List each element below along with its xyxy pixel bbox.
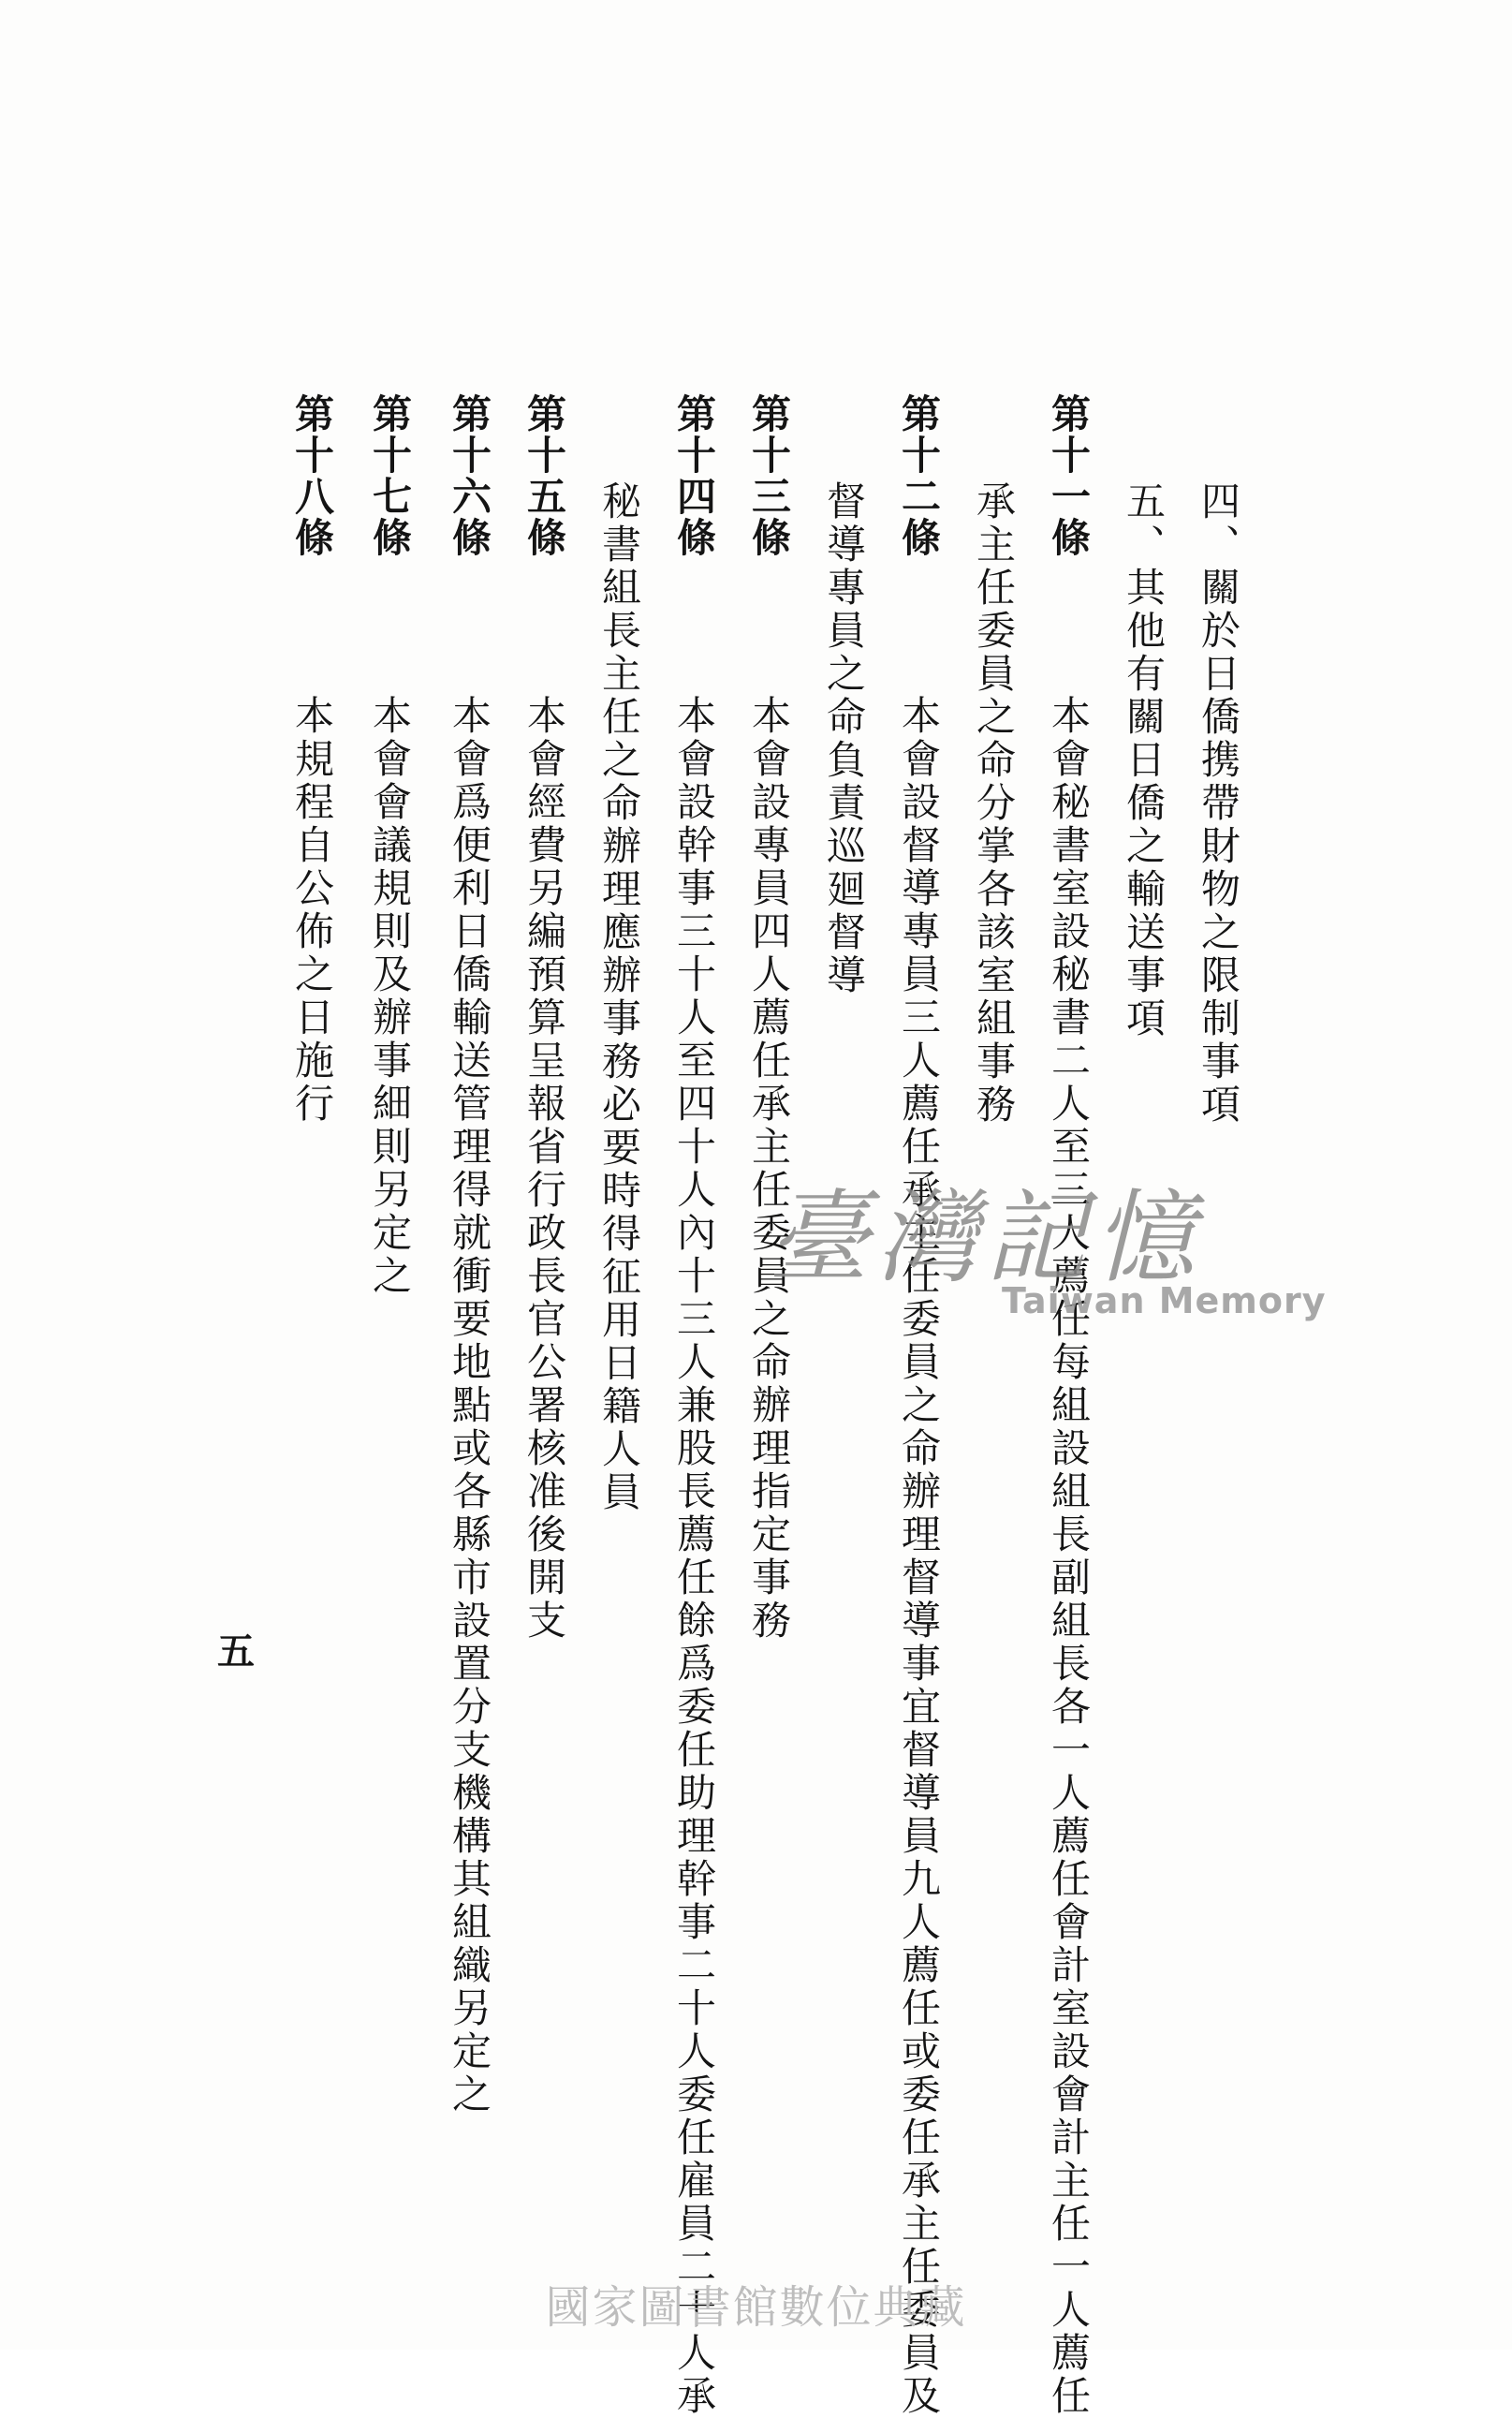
article-label: 第十四條 — [671, 393, 717, 558]
column-text: 本會設幹事三十人至四十人內十三人兼股長薦任餘爲委任助理幹事二十人委任雇員二十人承 — [671, 695, 717, 2418]
column-text: 四、關於日僑携帶財物之限制事項 — [1196, 480, 1241, 1127]
article-column — [1046, 393, 1092, 2418]
column-text: 本會爲便利日僑輸送管理得就衝要地點或各縣市設置分支機構其組織另定之 — [447, 695, 492, 2116]
watermark-english: Taiwan Memory — [1002, 1280, 1327, 1321]
watermark-chinese: 臺灣記憶 — [768, 1180, 1203, 1297]
column-text: 承主任委員之命分掌各該室組事務 — [971, 480, 1017, 1127]
article-column — [896, 393, 942, 2418]
text-column — [596, 393, 642, 1514]
taiwan-memory-watermark — [768, 1157, 1327, 1325]
text-column — [1121, 393, 1167, 1040]
column-text: 本會經費另編預算呈報省行政長官公署核准後開支 — [521, 695, 567, 1643]
article-column — [447, 393, 492, 2116]
text-column — [821, 393, 867, 997]
column-text: 秘書組長主任之命辦理應辦事務必要時得征用日籍人員 — [596, 480, 642, 1514]
article-label: 第十二條 — [896, 393, 942, 558]
article-label: 第十八條 — [289, 393, 335, 558]
column-text: 督導專員之命負責巡廻督導 — [821, 480, 867, 997]
article-column — [289, 393, 335, 1126]
article-column — [671, 393, 717, 2418]
article-label: 第十三條 — [746, 393, 792, 558]
column-text: 本規程自公佈之日施行 — [289, 695, 335, 1126]
page-number: 五 — [217, 1629, 255, 1673]
article-column — [746, 393, 792, 1643]
column-text: 本會會議規則及辦事細則另定之 — [367, 695, 413, 1298]
column-text: 本會設專員四人薦任承主任委員之命辦理指定事務 — [746, 695, 792, 1643]
footer-credit: 國家圖書館數位典藏 — [545, 2281, 967, 2334]
article-label: 第十六條 — [447, 393, 492, 558]
text-column — [971, 393, 1017, 1127]
article-column — [367, 393, 413, 1298]
article-label: 第十七條 — [367, 393, 413, 558]
article-label: 第十五條 — [521, 393, 567, 558]
text-column — [1196, 393, 1241, 1127]
article-column — [521, 393, 567, 1643]
column-text: 本會設督導專員三人薦任承主任委員之命辦理督導事宜督導員九人薦任或委任承主任委員及 — [896, 695, 942, 2418]
column-text: 本會秘書室設秘書二人至三人薦任每組設組長副組長各一人薦任會計室設會計主任一人薦任 — [1046, 695, 1092, 2418]
article-label: 第十一條 — [1046, 393, 1092, 558]
column-text: 五、其他有關日僑之輸送事項 — [1121, 480, 1167, 1040]
